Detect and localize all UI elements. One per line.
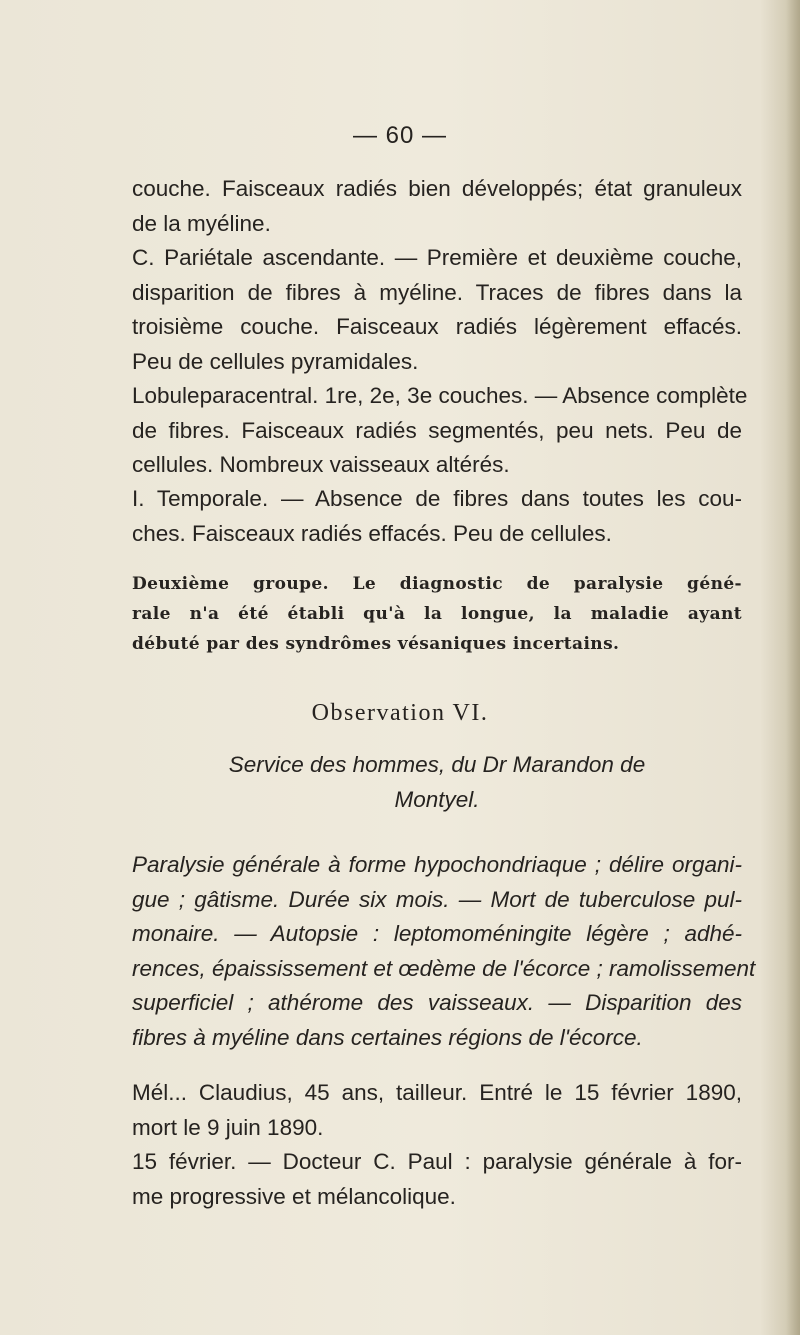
text-line: me progressive et mélancolique. xyxy=(132,1183,456,1209)
text-line: Paralysie générale à forme hypochondriaque ; délire organi- xyxy=(132,852,742,877)
text-line: Service des hommes, du Dr Marandon de xyxy=(228,752,646,777)
page-number: — 60 — xyxy=(352,122,448,149)
paragraph-layer-description xyxy=(132,172,742,241)
text-line: cellules. Nombreux vaisseaux altérés. xyxy=(132,452,510,477)
heading-line: Deuxième groupe. Le diagnostic de paralysie géné- xyxy=(132,574,742,594)
text-line: rences, épaississement et œdème de l'écorce ; ramolissement xyxy=(132,955,756,981)
text-line: C. Pariétale ascendante. — Première et deuxième couche, xyxy=(132,245,742,270)
text-line: Montyel. xyxy=(394,786,480,812)
observation-title: Observation VI. xyxy=(311,700,489,726)
heading-line: débuté par des syndrômes vésaniques incertains. xyxy=(132,634,620,654)
service-subtitle xyxy=(132,748,742,817)
text-line: troisième couche. Faisceaux radiés légèrement effacés. xyxy=(132,314,742,339)
text-line: I. Temporale. — Absence de fibres dans toutes les cou- xyxy=(132,486,742,511)
text-line: couche. Faisceaux radiés bien développés; état granuleux xyxy=(132,176,742,201)
text-line: ches. Faisceaux radiés effacés. Peu de cellules. xyxy=(132,520,612,546)
text-line: gue ; gâtisme. Durée six mois. — Mort de tuberculose pul- xyxy=(132,886,742,912)
text-line: 15 février. — Docteur C. Paul : paralysie générale à for- xyxy=(132,1149,742,1174)
group-heading xyxy=(132,569,742,659)
heading-line: rale n'a été établi qu'à la longue, la maladie ayant xyxy=(132,604,742,624)
paragraph-lobule xyxy=(132,379,748,483)
text-line: Mél... Claudius, 45 ans, tailleur. Entré le 15 février 1890, xyxy=(132,1080,742,1105)
paragraph-parietale xyxy=(132,241,742,379)
text-line: Peu de cellules pyramidales. xyxy=(132,348,419,374)
clinical-summary xyxy=(132,848,756,1055)
text-line: Lobuleparacentral. 1re, 2e, 3e couches. — Absence complète xyxy=(132,383,748,408)
page-edge-shadow xyxy=(786,0,800,1335)
text-line: de la myéline. xyxy=(132,210,271,236)
text-line: superficiel ; athérome des vaisseaux. — Disparition des xyxy=(132,990,742,1015)
case-description xyxy=(132,1076,742,1214)
text-line: de fibres. Faisceaux radiés segmentés, peu nets. Peu de xyxy=(132,417,742,443)
paragraph-temporale xyxy=(132,482,742,551)
text-line: mort le 9 juin 1890. xyxy=(132,1114,324,1140)
text-line: fibres à myéline dans certaines régions de l'écorce. xyxy=(132,1024,643,1050)
text-line: monaire. — Autopsie : leptomoméningite légère ; adhé- xyxy=(132,921,742,946)
text-line: disparition de fibres à myéline. Traces de fibres dans la xyxy=(132,279,742,305)
